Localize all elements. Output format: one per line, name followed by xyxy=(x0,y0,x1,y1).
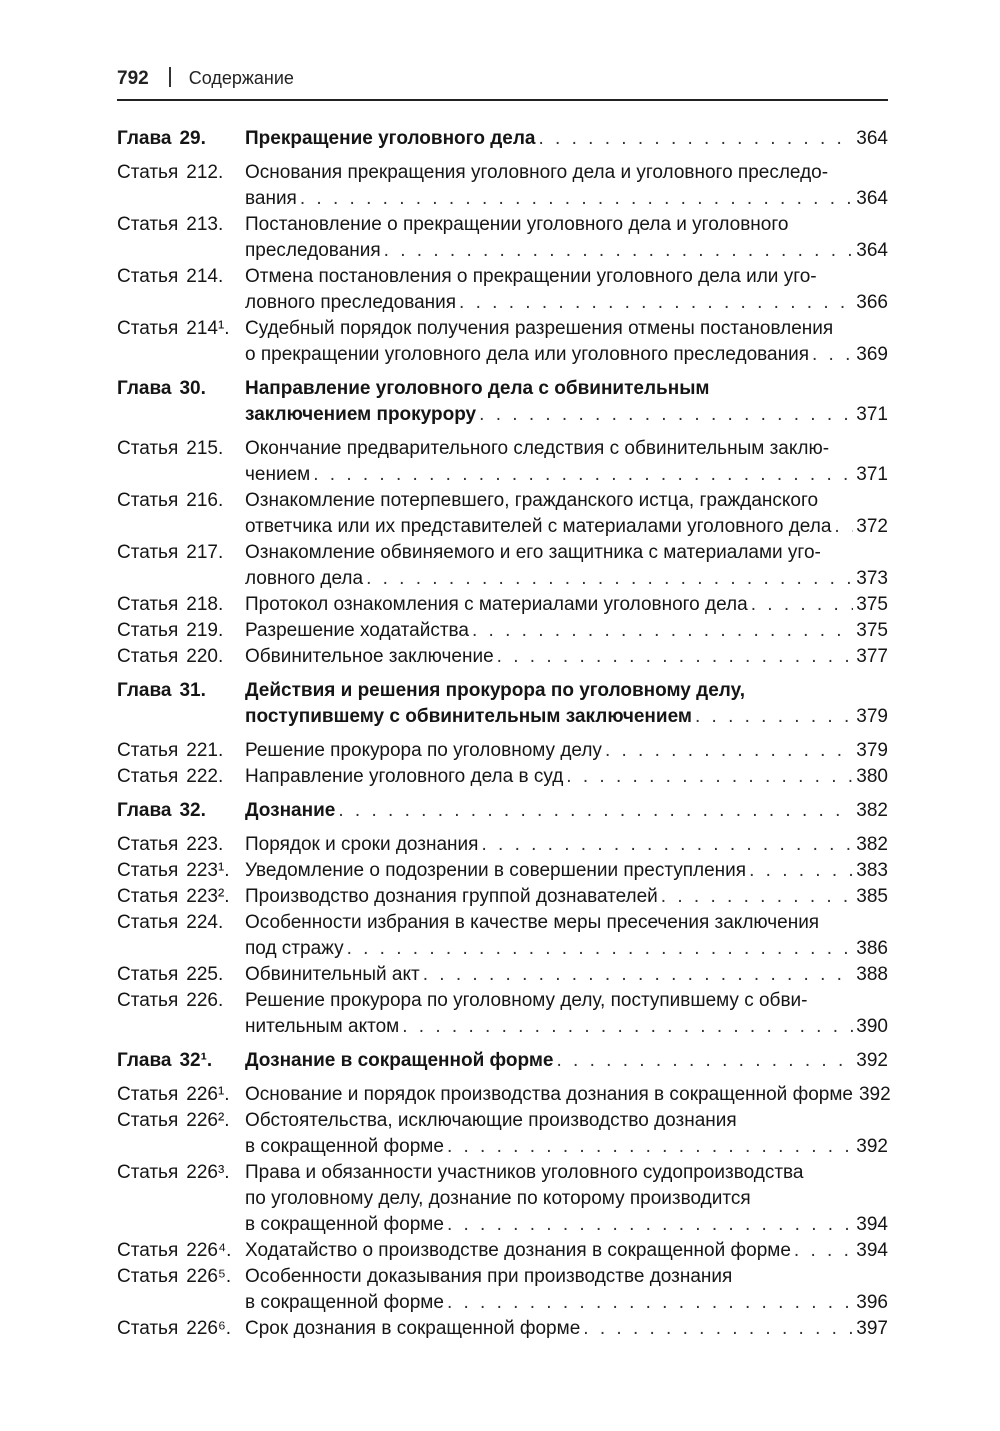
entry-title-line xyxy=(245,1316,888,1342)
entry-number: 212. xyxy=(186,162,224,183)
entry-title-line xyxy=(245,376,888,402)
entry-title-text: Обвинительный акт xyxy=(245,964,420,985)
entry-title-text: Срок дознания в сокращенной форме xyxy=(245,1318,581,1339)
entry-page-number: 392 xyxy=(858,1084,891,1105)
entry-page-number: 364 xyxy=(856,128,888,149)
entry-number: 216. xyxy=(186,490,224,511)
toc-article[interactable] xyxy=(117,1316,888,1342)
toc-article[interactable] xyxy=(117,1160,888,1238)
dot-leader xyxy=(347,936,854,962)
entry-title xyxy=(245,858,888,884)
entry-title-text: Дознание в сокращенной форме xyxy=(245,1050,554,1071)
entry-title-line xyxy=(245,462,888,488)
dot-leader xyxy=(583,1316,853,1342)
entry-title-text: Обвинительное заключение xyxy=(245,646,494,667)
entry-title-text: Прекращение уголовного дела xyxy=(245,128,536,149)
entry-title xyxy=(245,1048,888,1074)
entry-page-number: 382 xyxy=(856,800,888,821)
toc-article[interactable] xyxy=(117,962,888,988)
entry-title-line xyxy=(245,316,888,342)
entry-label xyxy=(117,858,245,884)
dot-leader xyxy=(402,1014,853,1040)
entry-number: 226². xyxy=(186,1110,230,1131)
entry-label-word: Статья xyxy=(117,766,179,787)
entry-title-line xyxy=(245,342,888,368)
entry-page-number: 371 xyxy=(856,464,888,485)
entry-page-number: 375 xyxy=(856,620,888,641)
entry-title xyxy=(245,678,888,730)
entry-title-text: Обстоятельства, исключающие производство дознания xyxy=(245,1110,737,1131)
entry-title xyxy=(245,962,888,988)
entry-title-text: Направление уголовного дела с обвинительным xyxy=(245,378,710,399)
entry-title-text: вания xyxy=(245,188,297,209)
section-title: Содержание xyxy=(188,68,294,88)
entry-title-line xyxy=(245,1108,888,1134)
dot-leader xyxy=(472,618,853,644)
entry-number: 222. xyxy=(186,766,224,787)
entry-title-text: Разрешение ходатайства xyxy=(245,620,469,641)
entry-label xyxy=(117,764,245,790)
entry-title xyxy=(245,798,888,824)
dot-leader xyxy=(366,566,853,592)
entry-title xyxy=(245,212,888,264)
entry-title-line xyxy=(245,678,888,704)
entry-page-number: 385 xyxy=(856,886,888,907)
entry-title-text: поступившему с обвинительным заключением xyxy=(245,706,692,727)
toc-article[interactable] xyxy=(117,1264,888,1316)
entry-title-text: Ознакомление потерпевшего, гражданского истца, гражданского xyxy=(245,490,819,511)
entry-page-number: 396 xyxy=(856,1292,888,1313)
entry-title-text: Уведомление о подозрении в совершении преступления xyxy=(245,860,747,881)
entry-title-text: Отмена постановления о прекращении уголовного дела или уго- xyxy=(245,266,817,287)
entry-title-line xyxy=(245,988,888,1014)
entry-page-number: 397 xyxy=(856,1318,888,1339)
entry-label xyxy=(117,264,245,316)
entry-label xyxy=(117,1238,245,1264)
entry-label-word: Статья xyxy=(117,1266,179,1287)
dot-leader xyxy=(751,592,854,618)
entry-label xyxy=(117,592,245,618)
entry-page-number: 392 xyxy=(856,1136,888,1157)
dot-leader xyxy=(300,186,853,212)
entry-label xyxy=(117,212,245,264)
entry-number: 32. xyxy=(179,800,206,821)
entry-title xyxy=(245,316,888,368)
entry-title-line xyxy=(245,540,888,566)
header-separator xyxy=(169,67,171,87)
dot-leader xyxy=(749,858,853,884)
entry-title xyxy=(245,832,888,858)
entry-number: 214¹. xyxy=(186,318,230,339)
entry-title-text: под стражу xyxy=(245,938,344,959)
dot-leader xyxy=(338,798,853,824)
entry-title xyxy=(245,1108,888,1160)
entry-page-number: 380 xyxy=(856,766,888,787)
entry-title-line xyxy=(245,186,888,212)
entry-label xyxy=(117,1108,245,1160)
entry-label-word: Статья xyxy=(117,886,179,907)
entry-title-text: ловного дела xyxy=(245,568,364,589)
dot-leader xyxy=(661,884,854,910)
entry-page-number: 375 xyxy=(856,594,888,615)
entry-page-number: 379 xyxy=(856,706,888,727)
entry-number: 32¹. xyxy=(179,1050,213,1071)
entry-title-text: в сокращенной форме xyxy=(245,1136,444,1157)
toc-article[interactable] xyxy=(117,212,888,264)
entry-label xyxy=(117,1048,245,1074)
entry-title-line xyxy=(245,1134,888,1160)
entry-number: 226⁴. xyxy=(186,1240,232,1261)
dot-leader xyxy=(557,1048,854,1074)
dot-leader xyxy=(695,704,853,730)
entry-title-line xyxy=(245,436,888,462)
entry-number: 213. xyxy=(186,214,224,235)
toc-article[interactable] xyxy=(117,764,888,790)
entry-title-text: Действия и решения прокурора по уголовному делу, xyxy=(245,680,746,701)
toc-article[interactable] xyxy=(117,1082,891,1108)
entry-page-number: 382 xyxy=(856,834,888,855)
entry-number: 215. xyxy=(186,438,224,459)
entry-title xyxy=(245,1264,888,1316)
entry-title-line xyxy=(245,592,888,618)
entry-title-line xyxy=(245,1082,891,1108)
entry-title-text: Основания прекращения уголовного дела и уголовного преследо- xyxy=(245,162,829,183)
entry-title-line xyxy=(245,738,888,764)
entry-page-number: 377 xyxy=(856,646,888,667)
entry-label-word: Статья xyxy=(117,318,179,339)
entry-title-line xyxy=(245,1186,888,1212)
entry-page-number: 373 xyxy=(856,568,888,589)
entry-title-line xyxy=(245,858,888,884)
entry-title-text: по уголовному делу, дознание по которому производится xyxy=(245,1188,751,1209)
entry-title-line xyxy=(245,488,888,514)
entry-title-text: Окончание предварительного следствия с обвинительным заклю- xyxy=(245,438,830,459)
entry-number: 214. xyxy=(186,266,224,287)
page-number: 792 xyxy=(117,68,149,89)
entry-label xyxy=(117,436,245,488)
entry-title xyxy=(245,910,888,962)
entry-title-text: в сокращенной форме xyxy=(245,1214,444,1235)
entry-title-text: ответчика или их представителей с материалами уголовного дела xyxy=(245,516,832,537)
entry-page-number: 390 xyxy=(856,1016,888,1037)
entry-title-text: Постановление о прекращении уголовного дела и уголовного xyxy=(245,214,789,235)
entry-label-word: Глава xyxy=(117,800,172,821)
entry-title xyxy=(245,1238,888,1264)
dot-leader xyxy=(423,962,854,988)
entry-title-line xyxy=(245,290,888,316)
entry-title xyxy=(245,988,888,1040)
entry-title-line xyxy=(245,910,888,936)
entry-label xyxy=(117,962,245,988)
entry-label-word: Статья xyxy=(117,1318,179,1339)
entry-title-line xyxy=(245,264,888,290)
dot-leader xyxy=(479,402,853,428)
entry-label xyxy=(117,540,245,592)
entry-title xyxy=(245,764,888,790)
entry-label xyxy=(117,988,245,1040)
entry-label xyxy=(117,126,245,152)
entry-label-word: Статья xyxy=(117,990,179,1011)
dot-leader xyxy=(447,1290,853,1316)
dot-leader xyxy=(384,238,854,264)
entry-label xyxy=(117,798,245,824)
entry-page-number: 386 xyxy=(856,938,888,959)
entry-number: 226⁶. xyxy=(186,1318,232,1339)
toc-article[interactable] xyxy=(117,592,888,618)
entry-number: 226¹. xyxy=(186,1084,230,1105)
entry-page-number: 394 xyxy=(856,1240,888,1261)
header-rule xyxy=(117,99,888,101)
entry-label xyxy=(117,1264,245,1316)
entry-title-line xyxy=(245,1238,888,1264)
entry-label-word: Статья xyxy=(117,860,179,881)
entry-page-number: 364 xyxy=(856,188,888,209)
entry-label-word: Статья xyxy=(117,740,179,761)
entry-title-line xyxy=(245,1014,888,1040)
entry-title xyxy=(245,264,888,316)
entry-number: 225. xyxy=(186,964,224,985)
entry-title-text: Направление уголовного дела в суд xyxy=(245,766,564,787)
toc-article[interactable] xyxy=(117,488,888,540)
entry-label xyxy=(117,488,245,540)
entry-title-line xyxy=(245,566,888,592)
entry-label-word: Глава xyxy=(117,128,172,149)
entry-title-text: Особенности доказывания при производстве дознания xyxy=(245,1266,733,1287)
entry-title xyxy=(245,436,888,488)
entry-page-number: 392 xyxy=(856,1050,888,1071)
toc-article[interactable] xyxy=(117,884,888,910)
toc-article[interactable] xyxy=(117,1108,888,1160)
entry-label-word: Статья xyxy=(117,620,179,641)
entry-label-word: Статья xyxy=(117,266,179,287)
entry-number: 226. xyxy=(186,990,224,1011)
dot-leader xyxy=(566,764,853,790)
entry-title-line xyxy=(245,884,888,910)
entry-title xyxy=(245,644,888,670)
entry-label xyxy=(117,316,245,368)
entry-title-text: Протокол ознакомления с материалами уголовного дела xyxy=(245,594,748,615)
entry-title-text: ловного преследования xyxy=(245,292,457,313)
table-of-contents xyxy=(117,126,891,1342)
toc-article[interactable] xyxy=(117,644,888,670)
entry-title-line xyxy=(245,1290,888,1316)
toc-article[interactable] xyxy=(117,618,888,644)
entry-page-number: 379 xyxy=(856,740,888,761)
entry-label xyxy=(117,678,245,730)
entry-number: 226³. xyxy=(186,1162,230,1183)
entry-number: 223². xyxy=(186,886,230,907)
entry-page-number: 394 xyxy=(856,1214,888,1235)
entry-title-line xyxy=(245,212,888,238)
entry-title xyxy=(245,884,888,910)
entry-label xyxy=(117,1316,245,1342)
toc-chapter[interactable] xyxy=(117,376,888,428)
dot-leader xyxy=(834,514,853,540)
entry-title xyxy=(245,160,888,212)
entry-title-line xyxy=(245,514,888,540)
entry-title-text: Производство дознания группой дознавателей xyxy=(245,886,658,907)
entry-label xyxy=(117,910,245,962)
entry-label xyxy=(117,1160,245,1238)
entry-label-word: Статья xyxy=(117,834,179,855)
entry-title-line xyxy=(245,160,888,186)
entry-page-number: 371 xyxy=(856,404,888,425)
entry-title-line xyxy=(245,1048,888,1074)
entry-label-word: Статья xyxy=(117,214,179,235)
entry-label xyxy=(117,376,245,428)
entry-title-line xyxy=(245,238,888,264)
entry-label-word: Глава xyxy=(117,680,172,701)
entry-title-line xyxy=(245,1212,888,1238)
entry-number: 31. xyxy=(179,680,206,701)
entry-title-line xyxy=(245,644,888,670)
entry-title-line xyxy=(245,832,888,858)
entry-title-text: заключением прокурору xyxy=(245,404,477,425)
toc-article[interactable] xyxy=(117,988,888,1040)
entry-title xyxy=(245,540,888,592)
toc-article[interactable] xyxy=(117,540,888,592)
entry-label-word: Статья xyxy=(117,964,179,985)
entry-label xyxy=(117,1082,245,1108)
entry-number: 224. xyxy=(186,912,224,933)
entry-title xyxy=(245,126,888,152)
entry-title-line xyxy=(245,936,888,962)
entry-label xyxy=(117,160,245,212)
entry-title xyxy=(245,592,888,618)
toc-chapter[interactable] xyxy=(117,1048,888,1074)
entry-label-word: Статья xyxy=(117,1240,179,1261)
entry-title xyxy=(245,1316,888,1342)
toc-article[interactable] xyxy=(117,1238,888,1264)
entry-title-text: Порядок и сроки дознания xyxy=(245,834,479,855)
dot-leader xyxy=(812,342,853,368)
entry-title-line xyxy=(245,126,888,152)
entry-label-word: Глава xyxy=(117,378,172,399)
entry-title-text: Судебный порядок получения разрешения отмены постановления xyxy=(245,318,834,339)
entry-number: 217. xyxy=(186,542,224,563)
entry-label xyxy=(117,884,245,910)
entry-title-text: нительным актом xyxy=(245,1016,400,1037)
entry-label-word: Статья xyxy=(117,1110,179,1131)
entry-label-word: Статья xyxy=(117,1084,179,1105)
entry-label-word: Статья xyxy=(117,438,179,459)
entry-label xyxy=(117,738,245,764)
entry-title-text: Права и обязанности участников уголовного судопроизводства xyxy=(245,1162,804,1183)
entry-title xyxy=(245,376,888,428)
entry-title-line xyxy=(245,962,888,988)
entry-label-word: Статья xyxy=(117,646,179,667)
entry-title-line xyxy=(245,1264,888,1290)
entry-title-line xyxy=(245,764,888,790)
entry-title xyxy=(245,618,888,644)
entry-label-word: Статья xyxy=(117,1162,179,1183)
entry-label-word: Статья xyxy=(117,594,179,615)
dot-leader xyxy=(481,832,853,858)
entry-label-word: Статья xyxy=(117,490,179,511)
toc-article[interactable] xyxy=(117,436,888,488)
entry-number: 223¹. xyxy=(186,860,230,881)
toc-chapter[interactable] xyxy=(117,126,888,152)
entry-number: 219. xyxy=(186,620,224,641)
entry-label xyxy=(117,832,245,858)
entry-title-text: о прекращении уголовного дела или уголовного преследования xyxy=(245,344,809,365)
entry-number: 226⁵. xyxy=(186,1266,232,1287)
entry-number: 223. xyxy=(186,834,224,855)
entry-title-text: в сокращенной форме xyxy=(245,1292,444,1313)
entry-title-text: Особенности избрания в качестве меры пресечения заключения xyxy=(245,912,820,933)
entry-title xyxy=(245,1160,888,1238)
entry-page-number: 372 xyxy=(856,516,888,537)
toc-chapter[interactable] xyxy=(117,678,888,730)
entry-title-text: Решение прокурора по уголовному делу xyxy=(245,740,602,761)
entry-title xyxy=(245,488,888,540)
entry-number: 30. xyxy=(179,378,206,399)
toc-article[interactable] xyxy=(117,858,888,884)
entry-title-line xyxy=(245,618,888,644)
entry-page-number: 388 xyxy=(856,964,888,985)
toc-article[interactable] xyxy=(117,738,888,764)
entry-page-number: 364 xyxy=(856,240,888,261)
entry-label xyxy=(117,644,245,670)
entry-label-word: Статья xyxy=(117,162,179,183)
entry-title-text: преследования xyxy=(245,240,381,261)
toc-article[interactable] xyxy=(117,316,888,368)
toc-article[interactable] xyxy=(117,910,888,962)
entry-title-text: чением xyxy=(245,464,311,485)
entry-title-line xyxy=(245,798,888,824)
entry-title-line xyxy=(245,1160,888,1186)
entry-title-line xyxy=(245,704,888,730)
toc-chapter[interactable] xyxy=(117,798,888,824)
dot-leader xyxy=(794,1238,853,1264)
entry-number: 29. xyxy=(179,128,206,149)
entry-title-text: Дознание xyxy=(245,800,336,821)
dot-leader xyxy=(459,290,853,316)
entry-page-number: 369 xyxy=(856,344,888,365)
entry-number: 221. xyxy=(186,740,224,761)
entry-title-text: Ходатайство о производстве дознания в сокращенной форме xyxy=(245,1240,791,1261)
dot-leader xyxy=(447,1212,853,1238)
entry-title-text: Основание и порядок производства дознания в сокращенной форме xyxy=(245,1084,853,1105)
dot-leader xyxy=(497,644,854,670)
entry-label-word: Глава xyxy=(117,1050,172,1071)
entry-number: 218. xyxy=(186,594,224,615)
entry-title-text: Решение прокурора по уголовному делу, поступившему с обви- xyxy=(245,990,808,1011)
entry-title xyxy=(245,738,888,764)
entry-label-word: Статья xyxy=(117,912,179,933)
dot-leader xyxy=(538,126,853,152)
entry-title-line xyxy=(245,402,888,428)
entry-label-word: Статья xyxy=(117,542,179,563)
entry-page-number: 383 xyxy=(856,860,888,881)
entry-number: 220. xyxy=(186,646,224,667)
toc-article[interactable] xyxy=(117,832,888,858)
entry-title-text: Ознакомление обвиняемого и его защитника с материалами уго- xyxy=(245,542,821,563)
dot-leader xyxy=(605,738,853,764)
dot-leader xyxy=(447,1134,853,1160)
toc-article[interactable] xyxy=(117,264,888,316)
toc-article[interactable] xyxy=(117,160,888,212)
entry-title xyxy=(245,1082,891,1108)
running-header xyxy=(117,64,294,90)
entry-page-number: 366 xyxy=(856,292,888,313)
dot-leader xyxy=(313,462,853,488)
entry-label xyxy=(117,618,245,644)
